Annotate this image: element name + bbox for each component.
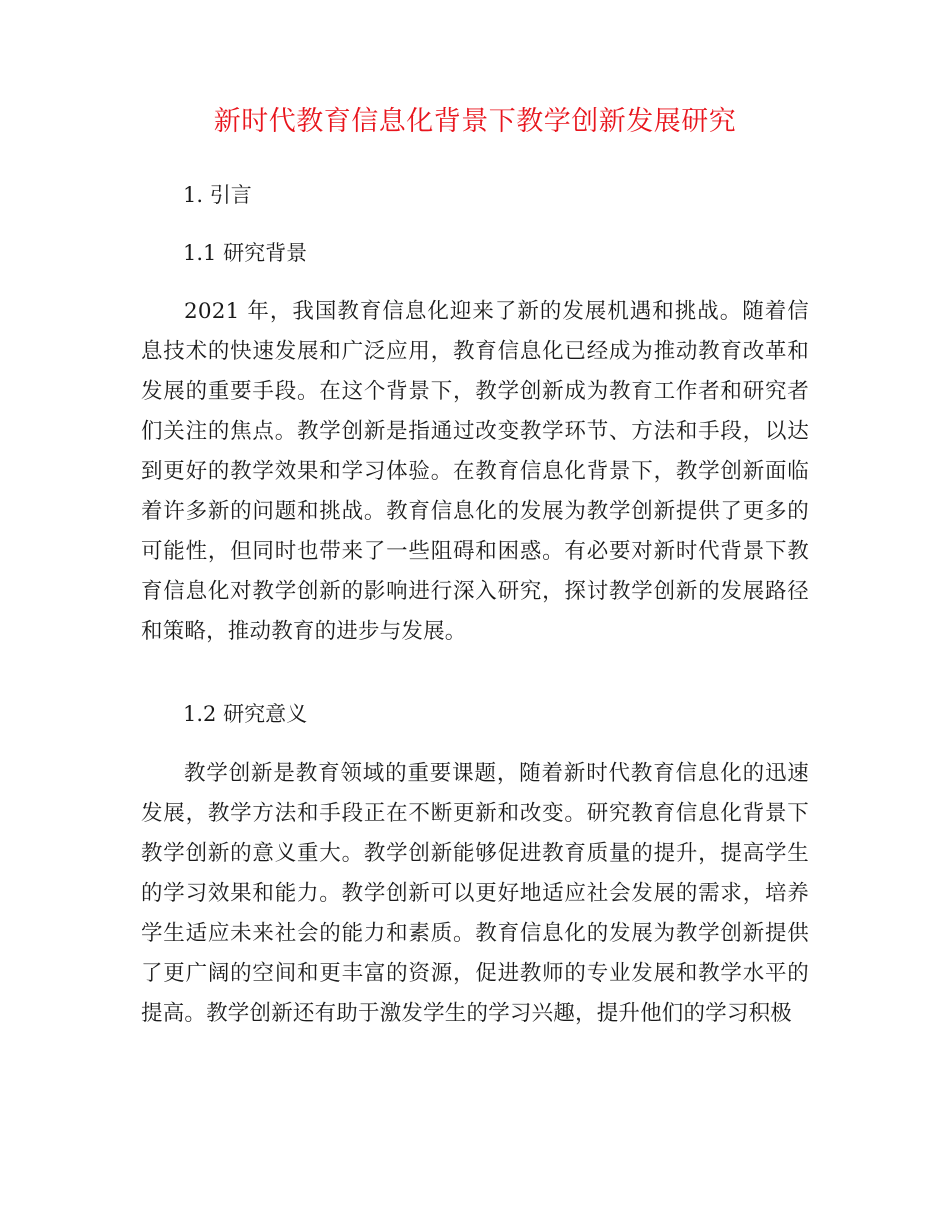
- document-title: 新时代教育信息化背景下教学创新发展研究: [213, 106, 737, 137]
- section-heading-research-background: 1.1 研究背景: [183, 241, 308, 265]
- section-heading-introduction: 1. 引言: [183, 183, 252, 207]
- paragraph-research-significance: 教学创新是教育领域的重要课题，随着新时代教育信息化的迅速发展，教学方法和手段正在不断更新和改变。研究教育信息化背景下教学创新的意义重大。教学创新能够促进教育质量的提升，提高学生的学习效果和能力。教学创新可以更好地适应社会发展的需求，培养学生适应未来社会的能力和素质。教育信息化的发展为教学创新提供了更广阔的空间和更丰富的资源，促进教师的专业发展和教学水平的提高。教学创新还有助于激发学生的学习兴趣，提升他们的学习积极: [141, 761, 809, 1026]
- paragraph-research-background: 2021 年，我国教育信息化迎来了新的发展机遇和挑战。随着信息技术的快速发展和广泛应用，教育信息化已经成为推动教育改革和发展的重要手段。在这个背景下，教学创新成为教育工作者和研究者们关注的焦点。教学创新是指通过改变教学环节、方法和手段，以达到更好的教学效果和学习体验。在教育信息化背景下，教学创新面临着许多新的问题和挑战。教育信息化的发展为教学创新提供了更多的可能性，但同时也带来了一些阻碍和困惑。有必要对新时代背景下教育信息化对教学创新的影响进行深入研究，探讨教学创新的发展路径和策略，推动教育的进步与发展。: [141, 299, 809, 644]
- section-heading-research-significance: 1.2 研究意义: [183, 702, 308, 726]
